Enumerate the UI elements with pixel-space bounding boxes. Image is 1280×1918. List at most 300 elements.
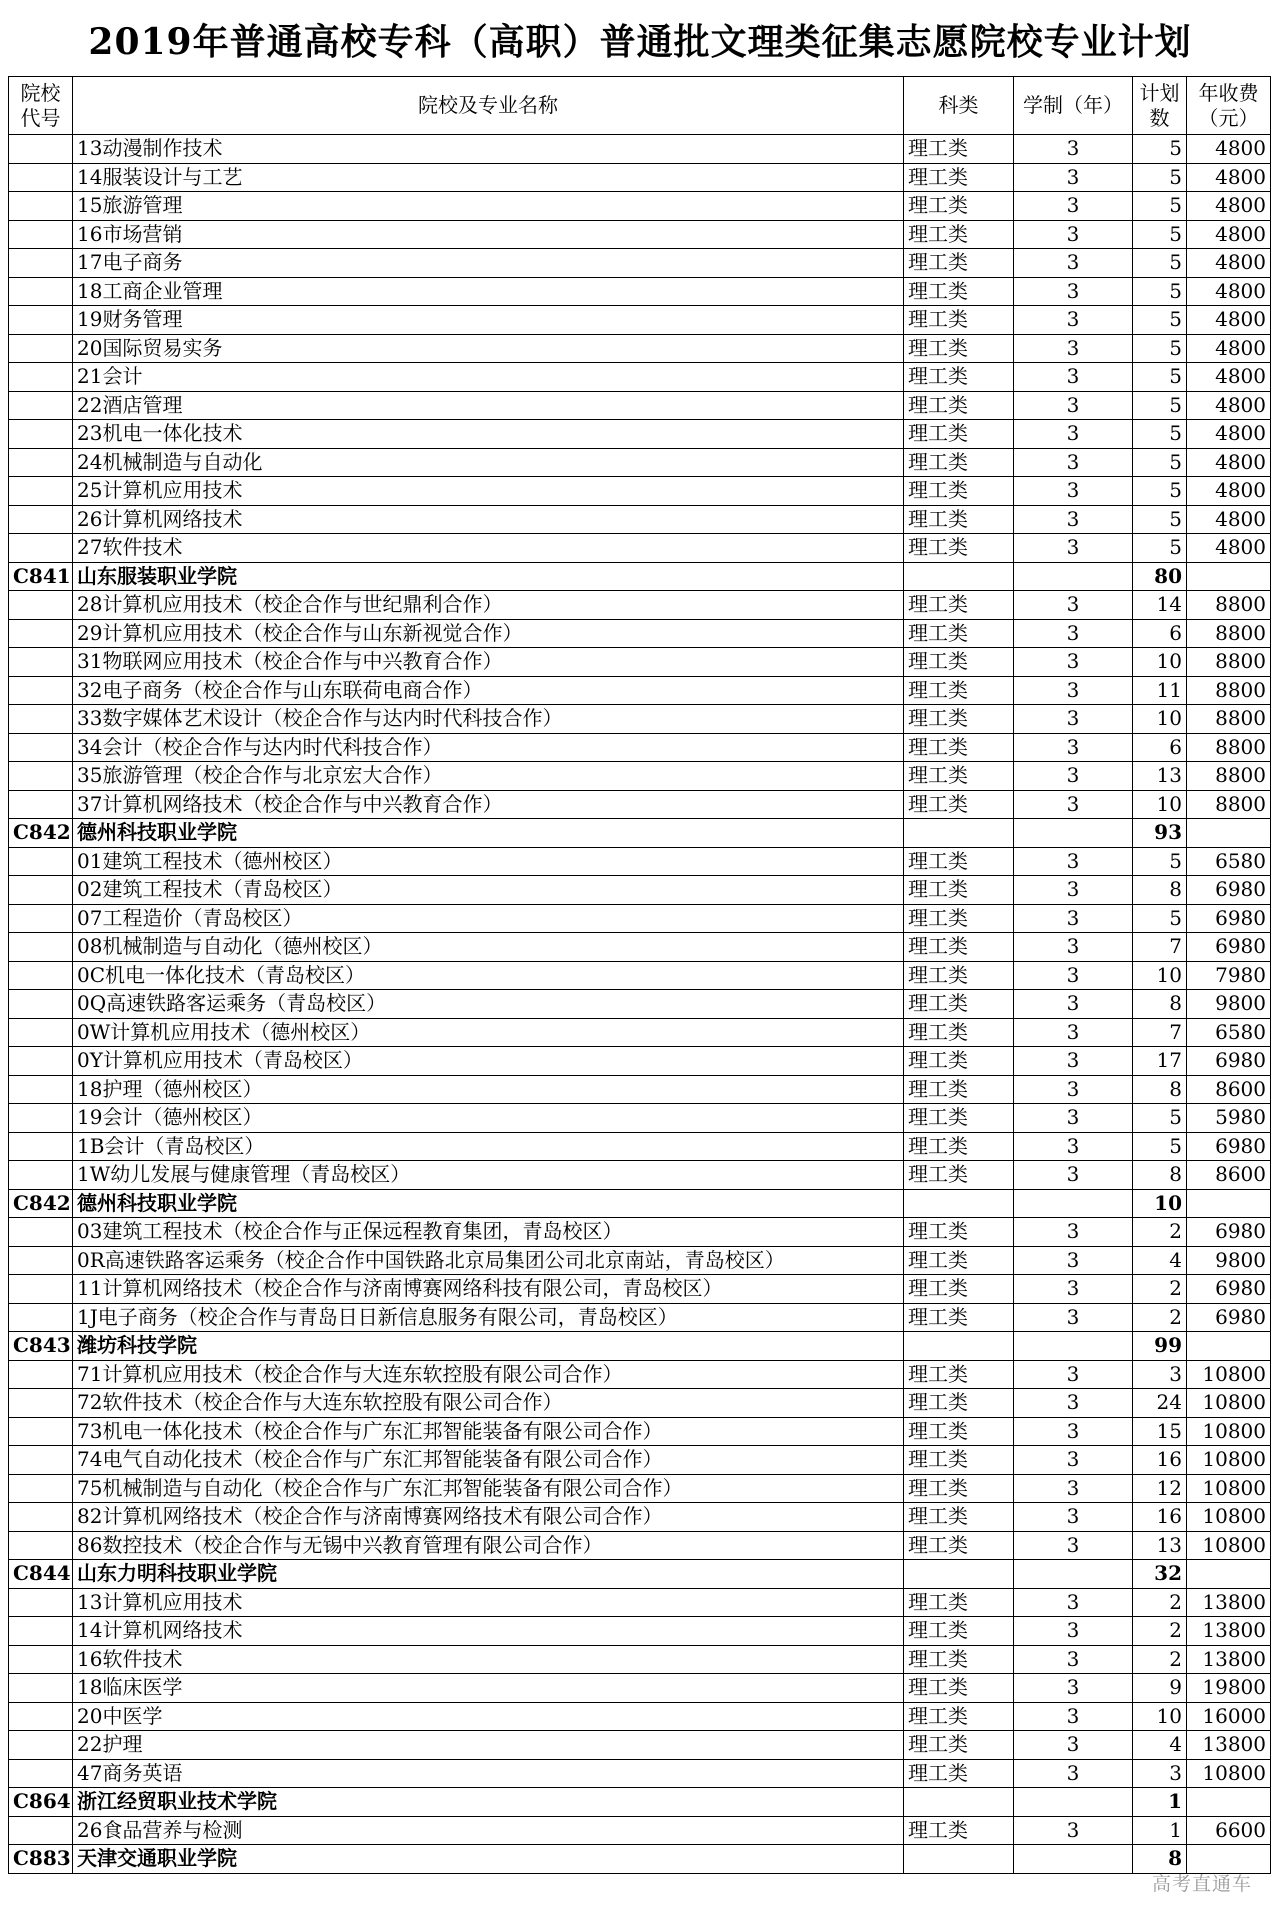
cell-years: 3: [1014, 1132, 1133, 1161]
cell-years: 3: [1014, 477, 1133, 506]
cell-plan-count: 80: [1133, 562, 1187, 591]
watermark: 高考直通车: [1151, 1873, 1252, 1895]
cell-years: 3: [1014, 1075, 1133, 1104]
cell-school-code: [9, 1446, 73, 1475]
major-row: [9, 1360, 1271, 1389]
cell-plan-count: 3: [1133, 1759, 1187, 1788]
cell-annual-fee: 7980: [1187, 961, 1271, 990]
header-school-code: 院校代号: [9, 77, 73, 135]
cell-name: 33数字媒体艺术设计（校企合作与达内时代科技合作）: [73, 705, 904, 734]
cell-plan-count: 5: [1133, 904, 1187, 933]
cell-plan-count: 5: [1133, 534, 1187, 563]
cell-plan-count: 5: [1133, 363, 1187, 392]
cell-annual-fee: 8800: [1187, 619, 1271, 648]
cell-name: 13动漫制作技术: [73, 135, 904, 164]
cell-school-code: [9, 847, 73, 876]
cell-school-code: [9, 1731, 73, 1760]
major-row: [9, 505, 1271, 534]
cell-annual-fee: 10800: [1187, 1531, 1271, 1560]
cell-plan-count: 3: [1133, 1360, 1187, 1389]
cell-name: 24机械制造与自动化: [73, 448, 904, 477]
cell-annual-fee: 6580: [1187, 847, 1271, 876]
cell-category: 理工类: [904, 249, 1014, 278]
cell-category: 理工类: [904, 448, 1014, 477]
cell-school-code: [9, 933, 73, 962]
cell-years: 3: [1014, 762, 1133, 791]
cell-annual-fee: 8800: [1187, 591, 1271, 620]
cell-school-code: [9, 619, 73, 648]
cell-school-code: [9, 591, 73, 620]
cell-name: 11计算机网络技术（校企合作与济南博赛网络科技有限公司，青岛校区）: [73, 1275, 904, 1304]
cell-category: 理工类: [904, 990, 1014, 1019]
cell-annual-fee: [1187, 1788, 1271, 1817]
cell-category: 理工类: [904, 277, 1014, 306]
table-header-row: [9, 77, 1271, 135]
cell-category: 理工类: [904, 1132, 1014, 1161]
cell-plan-count: 2: [1133, 1303, 1187, 1332]
cell-years: 3: [1014, 420, 1133, 449]
school-row: [9, 819, 1271, 848]
cell-years: 3: [1014, 1303, 1133, 1332]
cell-years: 3: [1014, 448, 1133, 477]
cell-annual-fee: 10800: [1187, 1446, 1271, 1475]
cell-category: 理工类: [904, 1645, 1014, 1674]
major-row: [9, 1075, 1271, 1104]
cell-years: [1014, 562, 1133, 591]
cell-years: 3: [1014, 1759, 1133, 1788]
cell-school-code: [9, 1047, 73, 1076]
school-row: [9, 1845, 1271, 1874]
cell-years: [1014, 1560, 1133, 1589]
cell-name: 0Q高速铁路客运乘务（青岛校区）: [73, 990, 904, 1019]
cell-name: 潍坊科技学院: [73, 1332, 904, 1361]
cell-annual-fee: [1187, 1332, 1271, 1361]
cell-school-code: [9, 762, 73, 791]
cell-plan-count: 93: [1133, 819, 1187, 848]
cell-plan-count: 5: [1133, 249, 1187, 278]
major-row: [9, 1674, 1271, 1703]
cell-name: 德州科技职业学院: [73, 1189, 904, 1218]
cell-school-code: [9, 1645, 73, 1674]
cell-name: 16软件技术: [73, 1645, 904, 1674]
cell-annual-fee: 9800: [1187, 1246, 1271, 1275]
cell-category: 理工类: [904, 1018, 1014, 1047]
cell-name: 25计算机应用技术: [73, 477, 904, 506]
cell-school-code: C883: [9, 1845, 73, 1874]
cell-years: 3: [1014, 1474, 1133, 1503]
cell-annual-fee: 4800: [1187, 306, 1271, 335]
cell-school-code: [9, 961, 73, 990]
cell-years: 3: [1014, 847, 1133, 876]
cell-name: 0W计算机应用技术（德州校区）: [73, 1018, 904, 1047]
major-row: [9, 847, 1271, 876]
cell-name: 21会计: [73, 363, 904, 392]
cell-annual-fee: 6980: [1187, 1047, 1271, 1076]
cell-school-code: [9, 1702, 73, 1731]
cell-years: 3: [1014, 1246, 1133, 1275]
cell-years: [1014, 1189, 1133, 1218]
cell-plan-count: 11: [1133, 676, 1187, 705]
cell-plan-count: 9: [1133, 1674, 1187, 1703]
cell-name: 22酒店管理: [73, 391, 904, 420]
cell-annual-fee: 6980: [1187, 1275, 1271, 1304]
major-row: [9, 1104, 1271, 1133]
cell-annual-fee: 4800: [1187, 249, 1271, 278]
cell-category: 理工类: [904, 306, 1014, 335]
cell-name: 0R高速铁路客运乘务（校企合作中国铁路北京局集团公司北京南站，青岛校区）: [73, 1246, 904, 1275]
cell-category: 理工类: [904, 1218, 1014, 1247]
cell-name: 74电气自动化技术（校企合作与广东汇邦智能装备有限公司合作）: [73, 1446, 904, 1475]
cell-name: 14计算机网络技术: [73, 1617, 904, 1646]
cell-plan-count: 17: [1133, 1047, 1187, 1076]
cell-category: 理工类: [904, 1417, 1014, 1446]
cell-category: 理工类: [904, 648, 1014, 677]
cell-name: 0C机电一体化技术（青岛校区）: [73, 961, 904, 990]
cell-years: 3: [1014, 1389, 1133, 1418]
cell-school-code: [9, 790, 73, 819]
cell-plan-count: 5: [1133, 220, 1187, 249]
major-row: [9, 1246, 1271, 1275]
school-row: [9, 1189, 1271, 1218]
cell-school-code: C842: [9, 1189, 73, 1218]
cell-category: [904, 819, 1014, 848]
cell-plan-count: 14: [1133, 591, 1187, 620]
cell-annual-fee: 6980: [1187, 876, 1271, 905]
header-category: 科类: [904, 77, 1014, 135]
cell-plan-count: 6: [1133, 733, 1187, 762]
cell-plan-count: 8: [1133, 1161, 1187, 1190]
cell-plan-count: 2: [1133, 1645, 1187, 1674]
cell-school-code: [9, 1104, 73, 1133]
cell-category: 理工类: [904, 192, 1014, 221]
cell-category: 理工类: [904, 334, 1014, 363]
cell-school-code: [9, 1674, 73, 1703]
cell-years: 3: [1014, 1588, 1133, 1617]
cell-plan-count: 12: [1133, 1474, 1187, 1503]
major-row: [9, 1731, 1271, 1760]
cell-annual-fee: 4800: [1187, 192, 1271, 221]
cell-name: 73机电一体化技术（校企合作与广东汇邦智能装备有限公司合作）: [73, 1417, 904, 1446]
cell-name: 德州科技职业学院: [73, 819, 904, 848]
cell-annual-fee: 10800: [1187, 1503, 1271, 1532]
cell-category: 理工类: [904, 1104, 1014, 1133]
cell-years: 3: [1014, 1617, 1133, 1646]
cell-school-code: [9, 1474, 73, 1503]
cell-name: 26食品营养与检测: [73, 1816, 904, 1845]
cell-school-code: [9, 648, 73, 677]
cell-school-code: [9, 990, 73, 1019]
cell-years: 3: [1014, 705, 1133, 734]
cell-name: 20国际贸易实务: [73, 334, 904, 363]
cell-years: 3: [1014, 933, 1133, 962]
cell-years: 3: [1014, 1047, 1133, 1076]
major-row: [9, 961, 1271, 990]
cell-school-code: [9, 1417, 73, 1446]
cell-years: [1014, 819, 1133, 848]
cell-school-code: [9, 1275, 73, 1304]
cell-name: 20中医学: [73, 1702, 904, 1731]
cell-category: 理工类: [904, 790, 1014, 819]
major-row: [9, 1617, 1271, 1646]
cell-school-code: [9, 192, 73, 221]
header-plan-count: 计划数: [1133, 77, 1187, 135]
cell-annual-fee: [1187, 562, 1271, 591]
cell-annual-fee: 4800: [1187, 534, 1271, 563]
cell-plan-count: 8: [1133, 876, 1187, 905]
cell-annual-fee: 4800: [1187, 363, 1271, 392]
cell-annual-fee: 4800: [1187, 135, 1271, 164]
cell-school-code: [9, 334, 73, 363]
cell-name: 82计算机网络技术（校企合作与济南博赛网络技术有限公司合作）: [73, 1503, 904, 1532]
cell-name: 37计算机网络技术（校企合作与中兴教育合作）: [73, 790, 904, 819]
cell-annual-fee: 6980: [1187, 933, 1271, 962]
cell-plan-count: 99: [1133, 1332, 1187, 1361]
major-row: [9, 306, 1271, 335]
cell-plan-count: 1: [1133, 1816, 1187, 1845]
cell-plan-count: 5: [1133, 277, 1187, 306]
cell-plan-count: 5: [1133, 1132, 1187, 1161]
major-row: [9, 1474, 1271, 1503]
cell-years: 3: [1014, 391, 1133, 420]
cell-school-code: C841: [9, 562, 73, 591]
major-row: [9, 135, 1271, 164]
cell-school-code: [9, 448, 73, 477]
cell-years: 3: [1014, 249, 1133, 278]
cell-annual-fee: 6980: [1187, 904, 1271, 933]
cell-years: 3: [1014, 990, 1133, 1019]
cell-plan-count: 5: [1133, 163, 1187, 192]
cell-plan-count: 5: [1133, 135, 1187, 164]
cell-years: 3: [1014, 1702, 1133, 1731]
cell-school-code: [9, 1617, 73, 1646]
cell-annual-fee: 4800: [1187, 220, 1271, 249]
cell-years: 3: [1014, 192, 1133, 221]
major-row: [9, 1759, 1271, 1788]
cell-plan-count: 10: [1133, 1189, 1187, 1218]
major-row: [9, 1588, 1271, 1617]
cell-category: 理工类: [904, 391, 1014, 420]
cell-name: 29计算机应用技术（校企合作与山东新视觉合作）: [73, 619, 904, 648]
major-row: [9, 1389, 1271, 1418]
cell-annual-fee: 8800: [1187, 762, 1271, 791]
cell-name: 0Y计算机应用技术（青岛校区）: [73, 1047, 904, 1076]
cell-plan-count: 8: [1133, 1075, 1187, 1104]
cell-plan-count: 5: [1133, 847, 1187, 876]
cell-years: 3: [1014, 1218, 1133, 1247]
major-row: [9, 1218, 1271, 1247]
cell-annual-fee: 8800: [1187, 648, 1271, 677]
cell-category: [904, 1788, 1014, 1817]
cell-plan-count: 13: [1133, 1531, 1187, 1560]
cell-school-code: [9, 363, 73, 392]
cell-school-code: [9, 1132, 73, 1161]
cell-annual-fee: 6580: [1187, 1018, 1271, 1047]
cell-category: [904, 1332, 1014, 1361]
cell-category: 理工类: [904, 1702, 1014, 1731]
cell-category: 理工类: [904, 1503, 1014, 1532]
major-row: [9, 1275, 1271, 1304]
major-row: [9, 1161, 1271, 1190]
cell-annual-fee: 4800: [1187, 477, 1271, 506]
cell-annual-fee: 4800: [1187, 391, 1271, 420]
cell-name: 18护理（德州校区）: [73, 1075, 904, 1104]
cell-category: 理工类: [904, 676, 1014, 705]
major-row: [9, 876, 1271, 905]
cell-category: 理工类: [904, 1588, 1014, 1617]
cell-years: 3: [1014, 220, 1133, 249]
major-row: [9, 676, 1271, 705]
cell-name: 28计算机应用技术（校企合作与世纪鼎利合作）: [73, 591, 904, 620]
cell-plan-count: 5: [1133, 391, 1187, 420]
cell-name: 1B会计（青岛校区）: [73, 1132, 904, 1161]
cell-years: 3: [1014, 676, 1133, 705]
cell-school-code: [9, 306, 73, 335]
major-row: [9, 1132, 1271, 1161]
cell-annual-fee: 6980: [1187, 1303, 1271, 1332]
cell-annual-fee: 9800: [1187, 990, 1271, 1019]
cell-annual-fee: 4800: [1187, 448, 1271, 477]
cell-school-code: [9, 1218, 73, 1247]
cell-years: 3: [1014, 904, 1133, 933]
cell-name: 31物联网应用技术（校企合作与中兴教育合作）: [73, 648, 904, 677]
cell-school-code: [9, 135, 73, 164]
cell-years: 3: [1014, 363, 1133, 392]
cell-years: 3: [1014, 163, 1133, 192]
major-row: [9, 1446, 1271, 1475]
cell-category: 理工类: [904, 135, 1014, 164]
major-row: [9, 591, 1271, 620]
major-row: [9, 990, 1271, 1019]
cell-school-code: [9, 1531, 73, 1560]
cell-plan-count: 5: [1133, 1104, 1187, 1133]
cell-category: 理工类: [904, 220, 1014, 249]
cell-school-code: [9, 505, 73, 534]
cell-years: 3: [1014, 733, 1133, 762]
cell-years: 3: [1014, 591, 1133, 620]
header-annual-fee: 年收费（元）: [1187, 77, 1271, 135]
cell-category: 理工类: [904, 1731, 1014, 1760]
cell-category: 理工类: [904, 1047, 1014, 1076]
cell-category: 理工类: [904, 733, 1014, 762]
cell-category: 理工类: [904, 1531, 1014, 1560]
cell-years: 3: [1014, 306, 1133, 335]
major-row: [9, 163, 1271, 192]
cell-years: 3: [1014, 1275, 1133, 1304]
cell-name: 75机械制造与自动化（校企合作与广东汇邦智能装备有限公司合作）: [73, 1474, 904, 1503]
cell-years: 3: [1014, 790, 1133, 819]
cell-years: 3: [1014, 534, 1133, 563]
cell-school-code: [9, 1018, 73, 1047]
cell-category: 理工类: [904, 705, 1014, 734]
cell-annual-fee: 10800: [1187, 1759, 1271, 1788]
cell-annual-fee: 6980: [1187, 1132, 1271, 1161]
major-row: [9, 249, 1271, 278]
cell-school-code: [9, 1816, 73, 1845]
cell-name: 天津交通职业学院: [73, 1845, 904, 1874]
cell-category: 理工类: [904, 477, 1014, 506]
cell-annual-fee: [1187, 1189, 1271, 1218]
school-row: [9, 1788, 1271, 1817]
major-row: [9, 477, 1271, 506]
major-row: [9, 1531, 1271, 1560]
cell-name: 15旅游管理: [73, 192, 904, 221]
cell-category: [904, 1189, 1014, 1218]
major-row: [9, 705, 1271, 734]
cell-school-code: [9, 1303, 73, 1332]
cell-school-code: [9, 534, 73, 563]
cell-category: 理工类: [904, 904, 1014, 933]
cell-name: 22护理: [73, 1731, 904, 1760]
major-row: [9, 448, 1271, 477]
cell-school-code: [9, 391, 73, 420]
cell-annual-fee: 4800: [1187, 334, 1271, 363]
cell-category: 理工类: [904, 1759, 1014, 1788]
cell-years: 3: [1014, 1816, 1133, 1845]
cell-school-code: [9, 1503, 73, 1532]
cell-school-code: [9, 1759, 73, 1788]
cell-category: 理工类: [904, 1303, 1014, 1332]
cell-annual-fee: 8600: [1187, 1161, 1271, 1190]
cell-name: 山东力明科技职业学院: [73, 1560, 904, 1589]
cell-category: 理工类: [904, 1389, 1014, 1418]
cell-years: 3: [1014, 1417, 1133, 1446]
cell-plan-count: 4: [1133, 1246, 1187, 1275]
cell-name: 72软件技术（校企合作与大连东软控股有限公司合作）: [73, 1389, 904, 1418]
cell-category: 理工类: [904, 1474, 1014, 1503]
cell-school-code: [9, 1588, 73, 1617]
cell-category: 理工类: [904, 534, 1014, 563]
cell-name: 14服装设计与工艺: [73, 163, 904, 192]
major-row: [9, 1816, 1271, 1845]
cell-name: 19会计（德州校区）: [73, 1104, 904, 1133]
cell-annual-fee: 10800: [1187, 1474, 1271, 1503]
cell-annual-fee: 10800: [1187, 1417, 1271, 1446]
major-row: [9, 220, 1271, 249]
cell-school-code: [9, 1075, 73, 1104]
cell-school-code: [9, 420, 73, 449]
major-row: [9, 733, 1271, 762]
cell-plan-count: 5: [1133, 477, 1187, 506]
cell-plan-count: 6: [1133, 619, 1187, 648]
cell-name: 71计算机应用技术（校企合作与大连东软控股有限公司合作）: [73, 1360, 904, 1389]
cell-school-code: [9, 277, 73, 306]
cell-annual-fee: [1187, 819, 1271, 848]
cell-category: 理工类: [904, 163, 1014, 192]
major-row: [9, 1047, 1271, 1076]
cell-years: [1014, 1788, 1133, 1817]
enrollment-plan-table: [8, 76, 1271, 1874]
cell-category: 理工类: [904, 1446, 1014, 1475]
cell-school-code: [9, 705, 73, 734]
cell-name: 08机械制造与自动化（德州校区）: [73, 933, 904, 962]
major-row: [9, 904, 1271, 933]
cell-plan-count: 13: [1133, 762, 1187, 791]
cell-years: [1014, 1332, 1133, 1361]
cell-school-code: [9, 249, 73, 278]
cell-annual-fee: 4800: [1187, 420, 1271, 449]
major-row: [9, 534, 1271, 563]
cell-plan-count: 7: [1133, 933, 1187, 962]
cell-annual-fee: 8800: [1187, 790, 1271, 819]
cell-annual-fee: 16000: [1187, 1702, 1271, 1731]
cell-name: 1J电子商务（校企合作与青岛日日新信息服务有限公司，青岛校区）: [73, 1303, 904, 1332]
cell-years: 3: [1014, 876, 1133, 905]
cell-annual-fee: 4800: [1187, 163, 1271, 192]
cell-plan-count: 15: [1133, 1417, 1187, 1446]
cell-category: [904, 1560, 1014, 1589]
cell-category: 理工类: [904, 1617, 1014, 1646]
cell-plan-count: 10: [1133, 1702, 1187, 1731]
